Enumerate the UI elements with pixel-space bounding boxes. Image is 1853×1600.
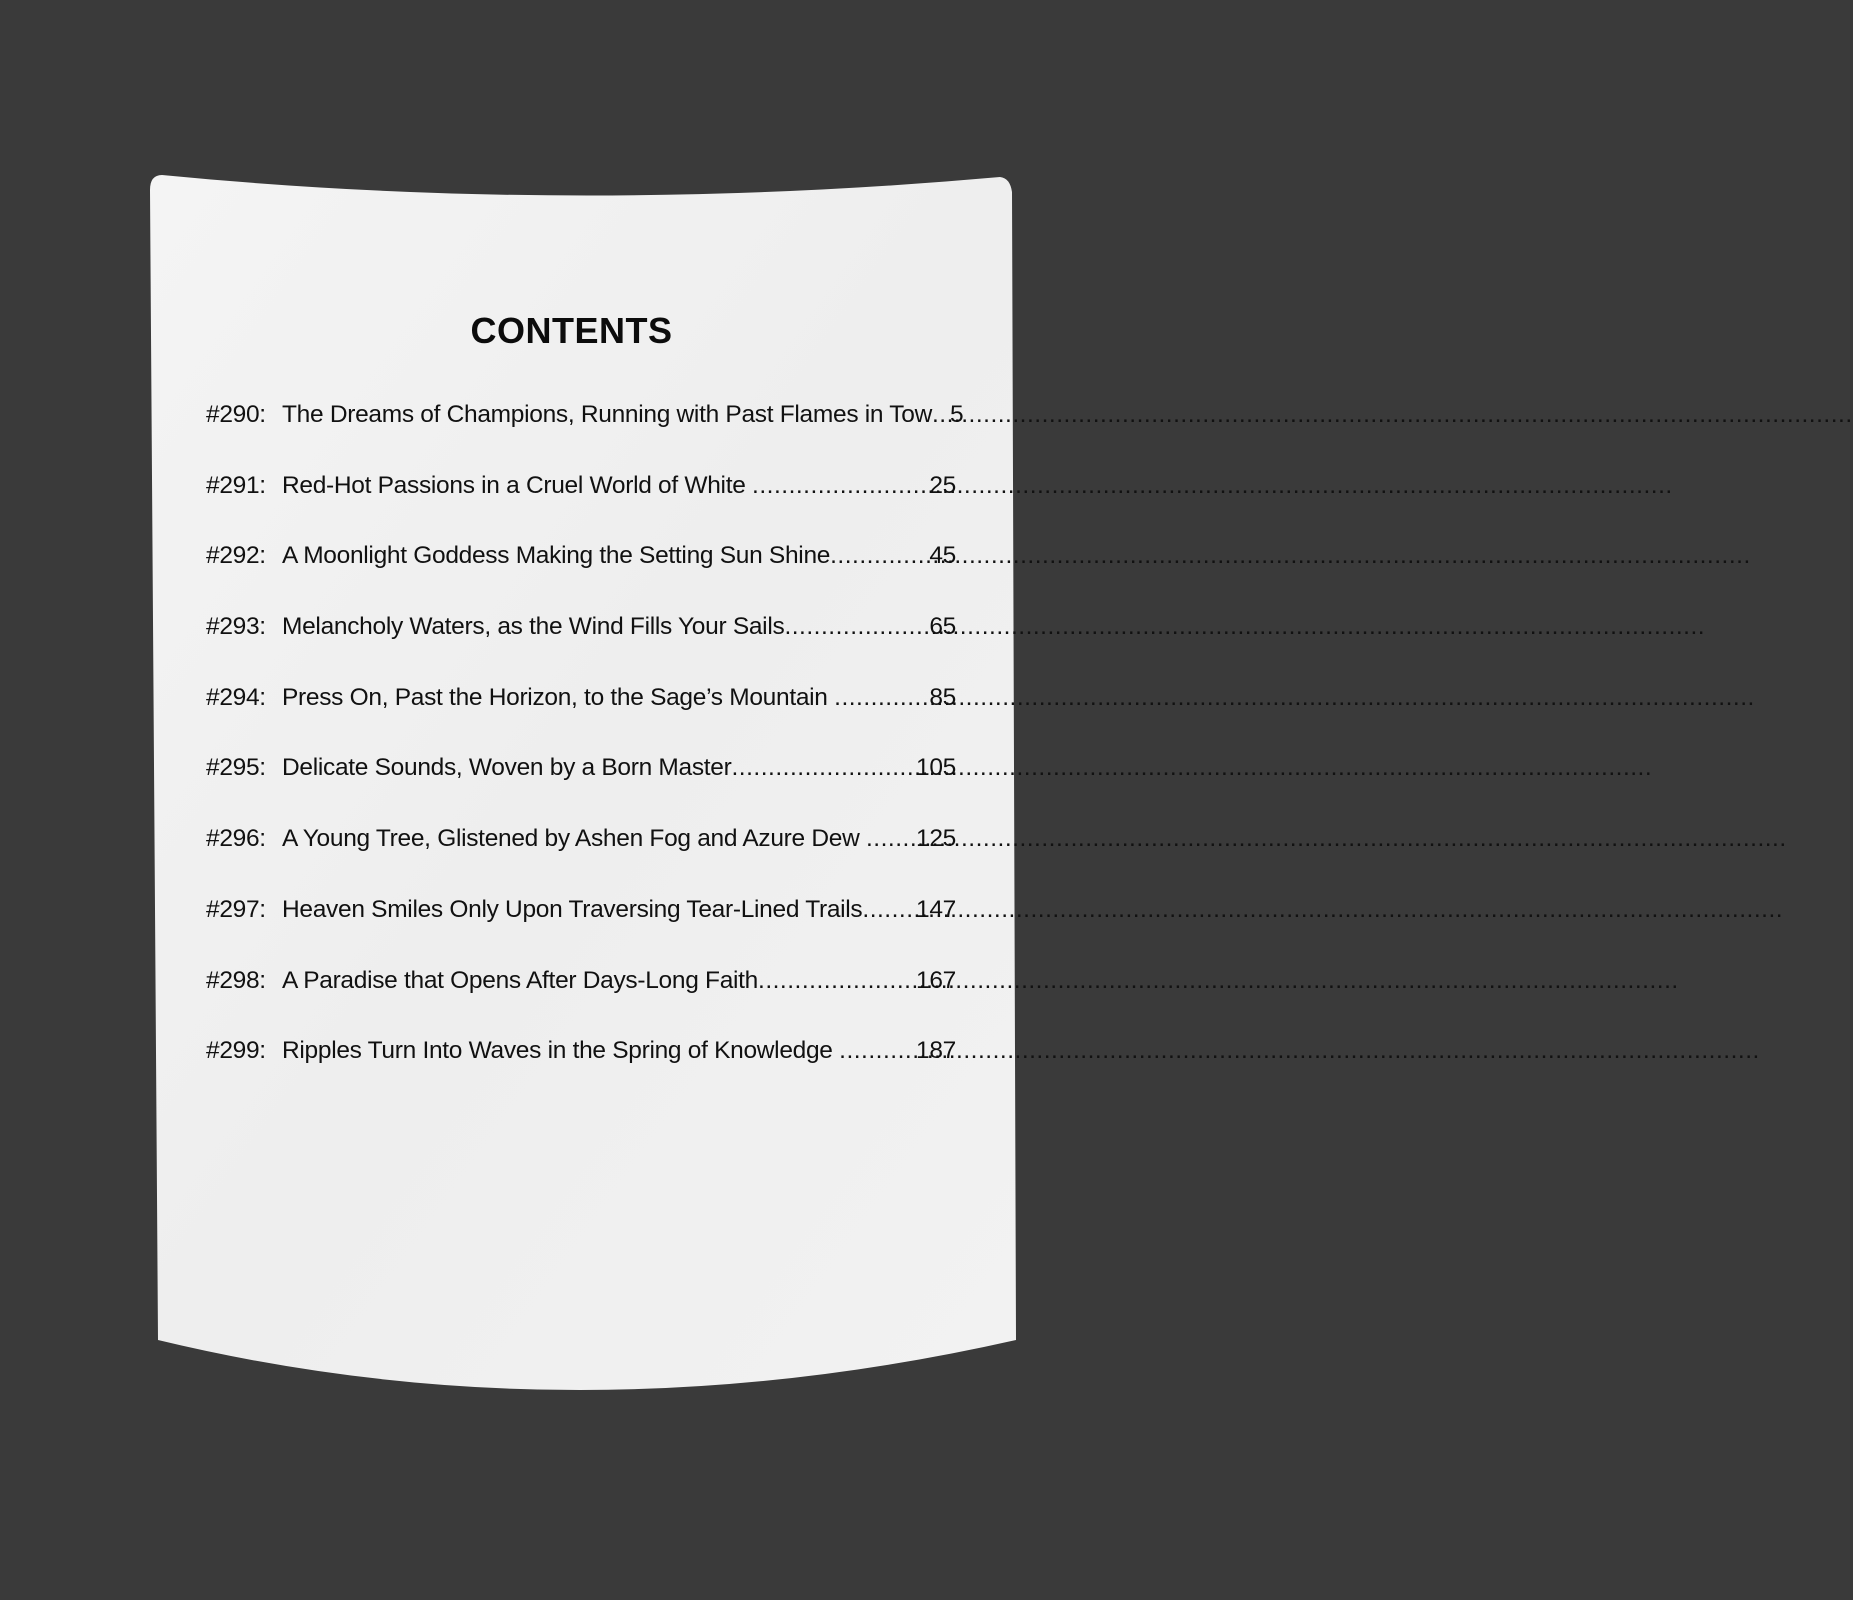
chapter-number: #299: — [206, 1037, 266, 1065]
page-number: 85 — [929, 683, 956, 711]
toc-entry — [206, 825, 956, 896]
toc-entry — [206, 754, 956, 825]
page-number: 105 — [916, 754, 956, 782]
page-number: 45 — [929, 542, 956, 570]
page-number: 5 — [949, 401, 964, 428]
page-number: 147 — [916, 895, 956, 923]
table-of-contents — [206, 401, 964, 1108]
chapter-title: Red-Hot Passions in a Cruel World of White — [282, 471, 753, 499]
chapter-number: #290: — [206, 401, 266, 428]
toc-entry — [206, 401, 964, 472]
dot-leader — [732, 754, 917, 782]
dot-leader — [834, 684, 929, 712]
toc-entry — [206, 542, 956, 613]
toc-entry — [206, 896, 956, 967]
toc-entry — [206, 1037, 956, 1108]
chapter-title: A Moonlight Goddess Making the Setting Sun Shine — [282, 542, 831, 570]
page-number: 65 — [929, 613, 956, 641]
chapter-number: #296: — [206, 825, 266, 853]
chapter-title: Ripples Turn Into Waves in the Spring of Knowledge — [282, 1037, 840, 1065]
page-number: 125 — [916, 825, 956, 853]
toc-entry — [206, 472, 956, 543]
dot-leader — [932, 401, 950, 429]
chapter-title: Press On, Past the Horizon, to the Sage’s Mountain — [282, 683, 835, 711]
chapter-number: #298: — [206, 966, 266, 994]
chapter-title: Heaven Smiles Only Upon Traversing Tear-Lined Trails — [282, 895, 863, 923]
chapter-number: #295: — [206, 754, 266, 782]
dot-leader — [866, 825, 916, 853]
chapter-number: #292: — [206, 542, 266, 570]
dot-leader — [758, 967, 916, 995]
chapter-title: A Young Tree, Glistened by Ashen Fog and Azure Dew — [282, 825, 866, 853]
chapter-number: #291: — [206, 471, 266, 499]
page-number: 187 — [916, 1037, 956, 1065]
toc-entry — [206, 684, 956, 755]
dot-leader — [839, 1037, 916, 1065]
toc-entry — [206, 967, 956, 1038]
chapter-title: A Paradise that Opens After Days-Long Faith — [282, 966, 759, 994]
chapter-title: Melancholy Waters, as the Wind Fills Your Sails — [282, 613, 785, 641]
chapter-number: #294: — [206, 683, 266, 711]
dot-leader — [784, 613, 929, 641]
dot-leader — [862, 896, 916, 924]
chapter-number: #293: — [206, 613, 266, 641]
chapter-title: Delicate Sounds, Woven by a Born Master — [282, 754, 732, 782]
chapter-title: The Dreams of Champions, Running with Past Flames in Tow — [282, 401, 932, 428]
toc-entry — [206, 613, 956, 684]
page-number: 25 — [929, 471, 956, 499]
dot-leader — [830, 542, 929, 570]
chapter-number: #297: — [206, 895, 266, 923]
dot-leader — [752, 472, 929, 500]
page-title: CONTENTS — [470, 310, 673, 351]
page-number: 167 — [916, 966, 956, 994]
